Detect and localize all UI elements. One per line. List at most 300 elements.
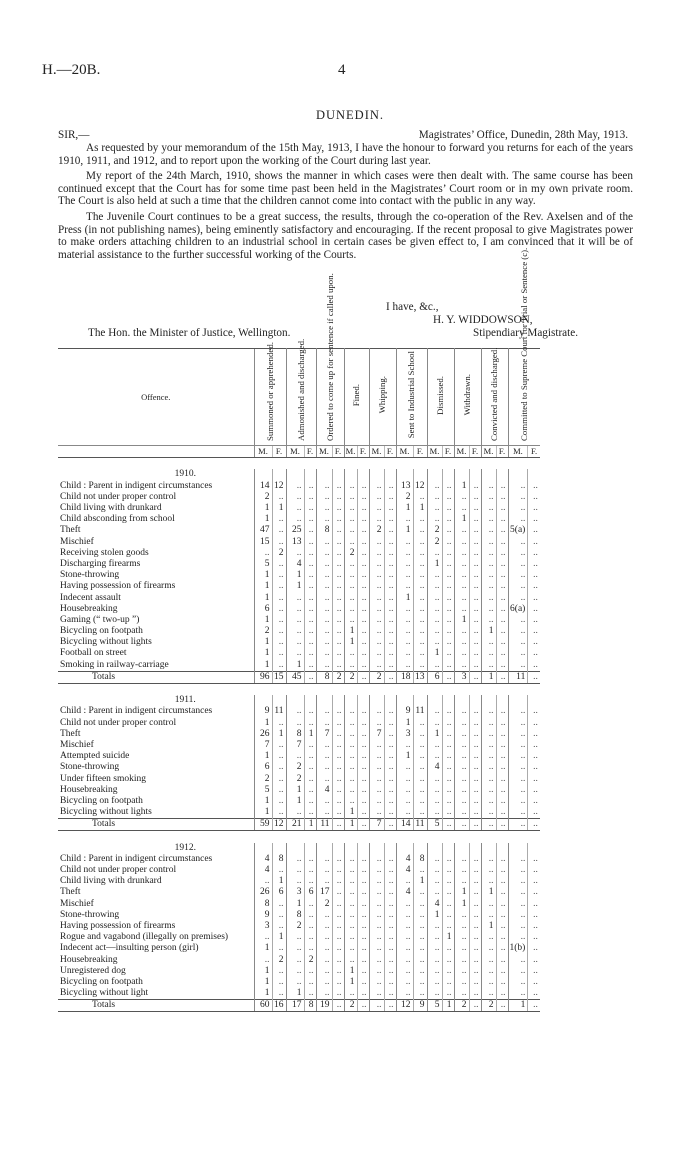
table-cell: .. — [442, 503, 454, 514]
table-cell: .. — [496, 718, 508, 729]
table-cell: .. — [396, 570, 413, 581]
year-heading-row — [58, 695, 540, 706]
table-cell: .. — [469, 492, 481, 503]
table-cell: .. — [508, 887, 528, 898]
table-cell: .. — [344, 796, 357, 807]
table-cell — [304, 469, 316, 480]
table-cell: 7 — [316, 729, 332, 740]
table-cell: .. — [332, 943, 344, 954]
table-cell — [427, 843, 442, 854]
table-cell: 1 — [286, 570, 304, 581]
table-cell: .. — [469, 525, 481, 536]
table-cell: 1 — [254, 718, 272, 729]
table-cell: .. — [304, 932, 316, 943]
table-cell: 59 — [254, 819, 272, 831]
table-cell: .. — [442, 899, 454, 910]
table-cell: .. — [357, 626, 369, 637]
table-cell: .. — [369, 1000, 384, 1012]
table-cell: 1 — [272, 729, 286, 740]
table-cell: 1 — [286, 899, 304, 910]
table-cell: 8 — [413, 854, 427, 865]
table-cell: .. — [384, 910, 396, 921]
female-header: F. — [496, 446, 508, 458]
table-cell: .. — [413, 570, 427, 581]
table-cell — [469, 469, 481, 480]
table-cell: .. — [304, 910, 316, 921]
table-cell: .. — [316, 921, 332, 932]
table-cell: .. — [384, 718, 396, 729]
closing: I have, &c., — [386, 301, 439, 313]
table-cell: .. — [469, 660, 481, 672]
table-cell: .. — [384, 660, 396, 672]
table-cell: .. — [369, 807, 384, 819]
table-cell: .. — [384, 819, 396, 831]
table-cell: .. — [442, 570, 454, 581]
table-cell: 6 — [304, 887, 316, 898]
table-cell: .. — [481, 943, 496, 954]
table-cell: .. — [454, 932, 469, 943]
table-cell: .. — [454, 592, 469, 603]
table-cell: .. — [396, 876, 413, 887]
table-cell: .. — [508, 548, 528, 559]
table-cell: .. — [396, 615, 413, 626]
table-cell: 4 — [396, 854, 413, 865]
table-cell: .. — [357, 525, 369, 536]
table-cell: .. — [413, 796, 427, 807]
table-cell: 15 — [254, 537, 272, 548]
table-cell: .. — [272, 718, 286, 729]
table-cell: .. — [508, 910, 528, 921]
table-cell: .. — [528, 1000, 540, 1012]
table-cell: .. — [442, 671, 454, 683]
table-cell: .. — [481, 718, 496, 729]
column-header-label: Whipping. — [377, 376, 387, 414]
table-cell: .. — [304, 481, 316, 492]
table-cell: .. — [454, 773, 469, 784]
table-cell: .. — [496, 943, 508, 954]
table-cell: .. — [528, 570, 540, 581]
table-cell: 1 — [254, 660, 272, 672]
table-cell: .. — [332, 887, 344, 898]
table-cell: .. — [427, 807, 442, 819]
table-cell: .. — [286, 626, 304, 637]
table-cell: 1 — [254, 943, 272, 954]
page-reference: H.—20B. — [42, 62, 101, 78]
table-cell: .. — [316, 876, 332, 887]
paragraph-3: The Juvenile Court continues to be a great success, the results, through the co-operation of the Rev. Axelsen and of the Press (in not publishing names), being eminently satisfactory and encouraging. If the recent proposal to give Magistrates power to make orders attaching children to an industrial school in certain cases be given effect to, I am convinced that it will be of material assistance to the further successful working of the Courts. — [58, 210, 633, 261]
table-cell: .. — [316, 548, 332, 559]
table-cell: .. — [384, 740, 396, 751]
table-cell: .. — [344, 729, 357, 740]
table-cell: .. — [413, 740, 427, 751]
table-cell: .. — [508, 615, 528, 626]
table-cell: .. — [384, 503, 396, 514]
table-cell: 1 — [344, 807, 357, 819]
table-cell: .. — [427, 751, 442, 762]
table-cell: 1 — [254, 503, 272, 514]
table-cell: .. — [442, 751, 454, 762]
table-cell: .. — [481, 773, 496, 784]
table-cell: 1 — [254, 615, 272, 626]
table-cell: .. — [481, 492, 496, 503]
table-cell: 1 — [413, 876, 427, 887]
table-cell — [496, 469, 508, 480]
column-header-5 — [369, 349, 396, 446]
table-cell: .. — [454, 706, 469, 717]
table-cell: .. — [496, 921, 508, 932]
table-cell: .. — [384, 481, 396, 492]
table-cell: .. — [369, 762, 384, 773]
offence-label: Smoking in railway-carriage — [60, 659, 169, 670]
table-cell: .. — [332, 548, 344, 559]
table-cell — [508, 469, 528, 480]
offence-label: Child not under proper control — [60, 717, 177, 728]
table-cell: .. — [396, 899, 413, 910]
table-cell: .. — [528, 865, 540, 876]
table-cell: 1 — [254, 581, 272, 592]
table-cell — [286, 469, 304, 480]
table-cell: 3 — [396, 729, 413, 740]
table-cell: .. — [528, 525, 540, 536]
table-cell: .. — [442, 729, 454, 740]
male-header: M. — [369, 446, 384, 458]
table-cell: .. — [481, 592, 496, 603]
totals-label: Totals — [58, 1000, 254, 1012]
table-cell: .. — [427, 887, 442, 898]
table-cell: .. — [286, 876, 304, 887]
table-cell: .. — [369, 740, 384, 751]
table-cell: .. — [357, 819, 369, 831]
table-cell: 1 — [254, 988, 272, 1000]
offence-label: Indecent assault — [60, 592, 121, 603]
table-cell: .. — [496, 932, 508, 943]
table-cell: .. — [396, 910, 413, 921]
table-cell: .. — [454, 570, 469, 581]
table-cell: .. — [369, 988, 384, 1000]
table-cell: .. — [344, 648, 357, 659]
table-cell: .. — [286, 481, 304, 492]
table-cell: .. — [286, 807, 304, 819]
table-cell: .. — [481, 740, 496, 751]
table-cell: .. — [469, 706, 481, 717]
female-header: F. — [528, 446, 540, 458]
table-cell: .. — [304, 718, 316, 729]
table-cell: .. — [396, 660, 413, 672]
table-cell: .. — [442, 785, 454, 796]
table-cell: .. — [384, 966, 396, 977]
table-cell: .. — [496, 525, 508, 536]
table-cell: .. — [316, 796, 332, 807]
table-cell: .. — [369, 637, 384, 648]
table-cell: .. — [286, 854, 304, 865]
table-cell: .. — [396, 988, 413, 1000]
column-header-label: Fined. — [351, 383, 361, 407]
table-cell: .. — [332, 570, 344, 581]
table-cell: .. — [357, 706, 369, 717]
table-cell — [454, 695, 469, 706]
table-cell: 11 — [272, 706, 286, 717]
table-cell: .. — [508, 637, 528, 648]
table-cell: .. — [481, 819, 496, 831]
table-cell: .. — [384, 796, 396, 807]
table-cell: .. — [508, 706, 528, 717]
table-cell: .. — [442, 660, 454, 672]
table-cell: .. — [442, 887, 454, 898]
table-cell: .. — [454, 604, 469, 615]
table-cell: .. — [357, 537, 369, 548]
table-row — [58, 604, 540, 615]
table-cell: .. — [528, 626, 540, 637]
table-cell: 16 — [272, 1000, 286, 1012]
table-cell: .. — [316, 537, 332, 548]
table-cell: 11 — [508, 671, 528, 683]
column-header-label: Summoned or apprehended. — [264, 342, 275, 441]
table-cell — [413, 695, 427, 706]
table-cell: .. — [496, 977, 508, 988]
table-cell: .. — [427, 943, 442, 954]
table-cell: .. — [344, 570, 357, 581]
table-cell: .. — [357, 559, 369, 570]
table-cell: .. — [272, 637, 286, 648]
table-row — [58, 570, 540, 581]
table-cell: 96 — [254, 671, 272, 683]
table-cell: .. — [384, 932, 396, 943]
table-cell: .. — [396, 559, 413, 570]
table-cell: .. — [442, 865, 454, 876]
table-cell: 6(a) — [508, 604, 528, 615]
table-cell: .. — [528, 887, 540, 898]
offence-label: Child not under proper control — [60, 491, 177, 502]
table-cell: .. — [316, 762, 332, 773]
table-cell: .. — [427, 854, 442, 865]
table-row — [58, 592, 540, 603]
table-cell — [316, 695, 332, 706]
table-cell: .. — [496, 559, 508, 570]
table-cell: .. — [454, 648, 469, 659]
table-cell: .. — [272, 921, 286, 932]
table-cell: .. — [454, 660, 469, 672]
table-row — [58, 785, 540, 796]
table-cell: .. — [427, 706, 442, 717]
table-cell: .. — [369, 537, 384, 548]
table-cell: .. — [286, 548, 304, 559]
table-cell: 2 — [254, 773, 272, 784]
table-cell: .. — [332, 751, 344, 762]
table-cell: .. — [272, 570, 286, 581]
table-cell: .. — [304, 921, 316, 932]
table-cell: .. — [304, 751, 316, 762]
table-cell: 1 — [254, 796, 272, 807]
table-cell: .. — [481, 785, 496, 796]
table-cell: .. — [496, 570, 508, 581]
table-cell: 4 — [427, 762, 442, 773]
table-cell: 5(a) — [508, 525, 528, 536]
table-cell: .. — [316, 773, 332, 784]
table-cell: .. — [332, 537, 344, 548]
table-cell — [396, 843, 413, 854]
table-cell: .. — [442, 481, 454, 492]
table-cell: 7 — [369, 729, 384, 740]
table-cell: .. — [384, 762, 396, 773]
table-cell: .. — [528, 660, 540, 672]
offence-label: Child not under proper control — [60, 865, 177, 876]
table-cell: .. — [454, 807, 469, 819]
table-cell: .. — [344, 876, 357, 887]
table-cell: .. — [316, 751, 332, 762]
table-cell: 5 — [427, 819, 442, 831]
table-cell: .. — [344, 943, 357, 954]
table-cell: 14 — [396, 819, 413, 831]
mf-header-spacer — [58, 446, 254, 458]
table-cell: .. — [332, 660, 344, 672]
table-cell: .. — [396, 773, 413, 784]
table-cell: .. — [304, 988, 316, 1000]
column-header-label: Withdrawn. — [462, 374, 472, 416]
table-cell: 1 — [454, 615, 469, 626]
table-cell: .. — [413, 648, 427, 659]
table-cell — [481, 843, 496, 854]
table-row — [58, 977, 540, 988]
table-cell: .. — [413, 581, 427, 592]
table-cell: .. — [357, 966, 369, 977]
table-cell: .. — [508, 773, 528, 784]
table-cell: 9 — [413, 1000, 427, 1012]
table-cell: .. — [442, 592, 454, 603]
table-cell: .. — [396, 796, 413, 807]
table-cell: 4 — [286, 559, 304, 570]
table-cell: .. — [344, 932, 357, 943]
table-cell: .. — [413, 921, 427, 932]
table-cell: 2 — [304, 954, 316, 965]
signature: H. Y. WIDDOWSON, — [433, 314, 533, 326]
table-cell: .. — [316, 660, 332, 672]
table-cell: .. — [304, 865, 316, 876]
table-cell: .. — [481, 876, 496, 887]
table-cell — [528, 843, 540, 854]
offence-label: Housebreaking — [60, 784, 118, 795]
table-cell: .. — [528, 762, 540, 773]
offence-label: Bicycling on footpath — [60, 795, 143, 806]
table-cell: .. — [304, 943, 316, 954]
table-cell: 26 — [254, 887, 272, 898]
table-cell: 47 — [254, 525, 272, 536]
table-cell: .. — [396, 537, 413, 548]
table-cell: .. — [508, 559, 528, 570]
column-header-10 — [508, 247, 540, 446]
table-cell: 1 — [454, 899, 469, 910]
table-row — [58, 887, 540, 898]
table-row — [58, 876, 540, 887]
table-cell: .. — [469, 796, 481, 807]
table-cell: .. — [286, 637, 304, 648]
table-cell — [481, 469, 496, 480]
offence-label: Football on street — [60, 648, 127, 659]
table-cell: .. — [384, 537, 396, 548]
table-cell: .. — [357, 910, 369, 921]
table-cell: .. — [469, 865, 481, 876]
table-cell: 1 — [286, 581, 304, 592]
table-cell: .. — [496, 648, 508, 659]
table-cell: .. — [481, 570, 496, 581]
table-cell: .. — [528, 751, 540, 762]
offence-header: Offence. — [58, 349, 254, 446]
table-cell: 1(b) — [508, 943, 528, 954]
table-cell: .. — [304, 615, 316, 626]
table-cell — [369, 469, 384, 480]
table-cell: .. — [528, 954, 540, 965]
table-cell: .. — [316, 865, 332, 876]
table-cell: .. — [286, 592, 304, 603]
table-cell: .. — [272, 943, 286, 954]
table-cell: .. — [332, 865, 344, 876]
table-cell: .. — [304, 592, 316, 603]
table-cell: .. — [469, 637, 481, 648]
table-cell: .. — [369, 648, 384, 659]
table-row — [58, 740, 540, 751]
table-cell: .. — [508, 740, 528, 751]
table-cell: .. — [396, 921, 413, 932]
table-cell: .. — [508, 581, 528, 592]
table-cell: 8 — [286, 910, 304, 921]
table-cell: .. — [442, 718, 454, 729]
table-cell — [496, 695, 508, 706]
table-cell: .. — [508, 503, 528, 514]
table-cell: .. — [304, 807, 316, 819]
table-row — [58, 943, 540, 954]
table-cell: .. — [442, 854, 454, 865]
table-cell: .. — [528, 910, 540, 921]
offence-label: Unregistered dog — [60, 965, 126, 976]
table-cell: .. — [316, 910, 332, 921]
table-cell: .. — [469, 570, 481, 581]
table-cell: .. — [413, 559, 427, 570]
table-cell: .. — [369, 660, 384, 672]
table-cell — [469, 695, 481, 706]
table-cell: .. — [413, 637, 427, 648]
table-cell: 3 — [286, 887, 304, 898]
table-cell: .. — [508, 492, 528, 503]
table-cell: 26 — [254, 729, 272, 740]
spacer — [58, 458, 540, 470]
table-cell — [528, 469, 540, 480]
table-cell: .. — [396, 977, 413, 988]
table-cell: .. — [413, 604, 427, 615]
table-cell: .. — [304, 514, 316, 525]
table-cell — [369, 843, 384, 854]
table-cell — [344, 695, 357, 706]
table-cell: .. — [481, 514, 496, 525]
female-header: F. — [304, 446, 316, 458]
table-cell: .. — [384, 988, 396, 1000]
table-cell: .. — [469, 819, 481, 831]
table-cell: 2 — [427, 525, 442, 536]
table-cell: .. — [384, 514, 396, 525]
table-cell: .. — [286, 648, 304, 659]
offence-label: Stone-throwing — [60, 762, 120, 773]
table-cell — [413, 469, 427, 480]
table-cell: .. — [272, 773, 286, 784]
table-cell: 13 — [286, 537, 304, 548]
table-cell: .. — [413, 514, 427, 525]
table-cell: .. — [454, 865, 469, 876]
table-cell: .. — [332, 954, 344, 965]
table-cell: .. — [357, 1000, 369, 1012]
year-heading-row — [58, 843, 540, 854]
table-cell: .. — [369, 887, 384, 898]
table-cell: .. — [332, 492, 344, 503]
table-cell: .. — [369, 604, 384, 615]
table-cell: .. — [304, 525, 316, 536]
